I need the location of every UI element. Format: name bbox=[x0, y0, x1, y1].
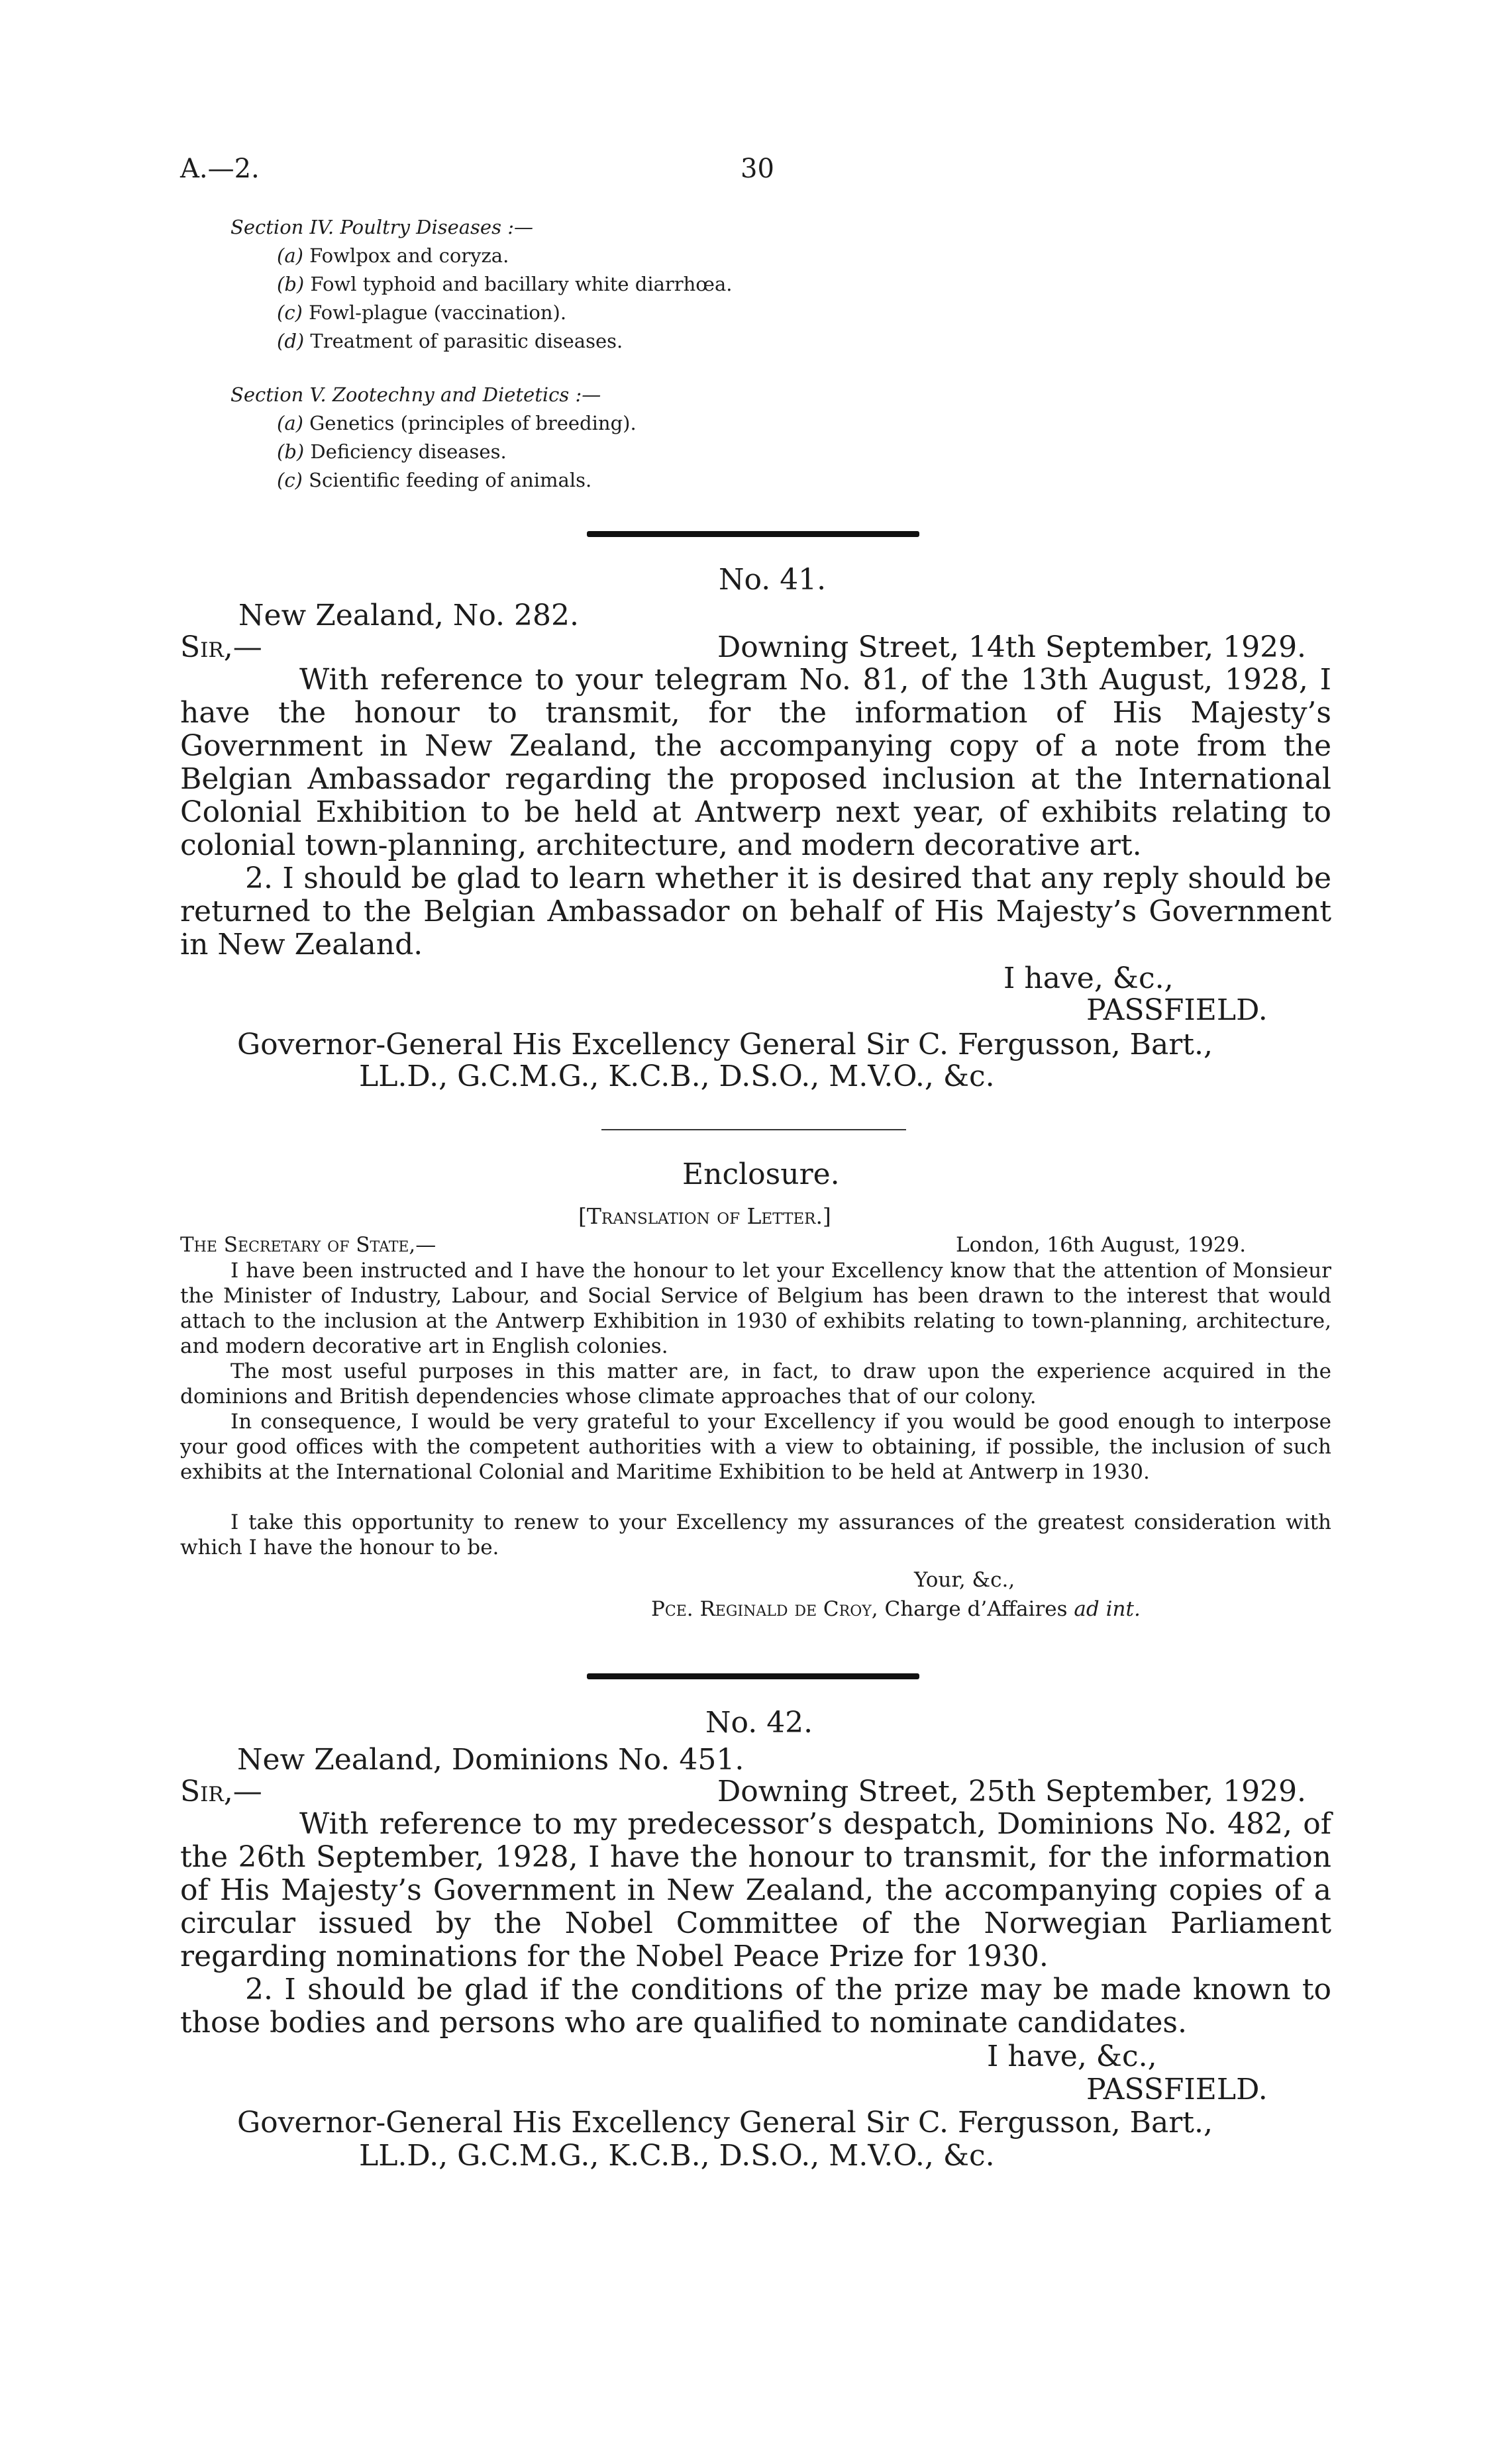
despatch-42-addressee: Governor-General His Excellency General Sir C. Fergusson, Bart., bbox=[237, 2106, 1213, 2140]
list-item bbox=[277, 327, 732, 356]
list-item-marker: (b) bbox=[277, 273, 305, 295]
enclosure-paragraph-1: I have been instructed and I have the honour to let your Excellency know that the attention of Monsieur the Minister of Industry, Labour, and Social Service of Belgium has been drawn to the interest that would attach to the inclusion at the Antwerp Exhibition in 1930 of exhibits relating to town-planning, architecture, and modern decorative art in English colonies. bbox=[180, 1259, 1331, 1358]
enclosure-paragraph-2: The most useful purposes in this matter are, in fact, to draw upon the experience acquired in the dominions and British dependencies whose climate approaches that of our colony. bbox=[180, 1359, 1331, 1408]
list-item-text: Treatment of parasitic diseases. bbox=[310, 330, 623, 352]
enclosure-paragraph-4: I take this opportunity to renew to your Excellency my assurances of the greatest consideration with which I have the honour to be. bbox=[180, 1510, 1331, 1559]
enclosure-signature-title: Charge d’Affaires bbox=[884, 1597, 1068, 1621]
list-item-marker: (a) bbox=[277, 412, 303, 434]
enclosure-heading: Enclosure. bbox=[682, 1158, 840, 1191]
section-v-title: Section V. Zootechny and Dietetics :— bbox=[231, 383, 601, 406]
despatch-42-place-date: Downing Street, 25th September, 1929. bbox=[717, 1775, 1307, 1808]
despatch-42-paragraph-1: With reference to my predecessor’s despatch, Dominions No. 482, of the 26th September, 1928, I have the honour to transmit, for the information of His Majesty’s Government in New Zealand, the accompanying copies of a circular issued by the Nobel Committee of the Norwegian Parliament regarding nominations for the Nobel Peace Prize for 1930. bbox=[180, 1807, 1331, 1973]
despatch-41-paragraph-1: With reference to your telegram No. 81, of the 13th August, 1928, I have the honour to transmit, for the information of His Majesty’s Government in New Zealand, the accompanying copy of a note from the Belgian Ambassador regarding the proposed inclusion at the International Colonial Exhibition to be held at Antwerp next year, of exhibits relating to colonial town-planning, architecture, and modern decorative art. bbox=[180, 663, 1331, 862]
document-reference: A.—2. bbox=[180, 154, 260, 184]
despatch-42-heading: No. 42. bbox=[705, 1706, 813, 1740]
list-item bbox=[277, 409, 637, 438]
despatch-41-addressee-honours: LL.D., G.C.M.G., K.C.B., D.S.O., M.V.O., &c. bbox=[359, 1060, 995, 1093]
despatch-41-salutation: Sir,— bbox=[180, 630, 262, 664]
page-number: 30 bbox=[741, 154, 774, 184]
despatch-41-addressee: Governor-General His Excellency General Sir C. Fergusson, Bart., bbox=[237, 1028, 1213, 1061]
despatch-42-closing: I have, &c., bbox=[987, 2040, 1157, 2073]
enclosure-paragraph-3: In consequence, I would be very grateful to your Excellency if you would be good enough to interpose your good offices with the competent authorities with a view to obtaining, if possible, the inclusion of such exhibits at the International Colonial and Maritime Exhibition to be held at Antwerp in 1930. bbox=[180, 1410, 1331, 1484]
despatch-42-reference: New Zealand, Dominions No. 451. bbox=[237, 1743, 744, 1777]
list-item-marker: (b) bbox=[277, 440, 305, 463]
despatch-42-salutation: Sir,— bbox=[180, 1775, 262, 1808]
despatch-42-paragraph-2: 2. I should be glad if the conditions of the prize may be made known to those bodies and persons who are qualified to nominate candidates. bbox=[180, 1973, 1331, 2040]
section-iv-list bbox=[277, 242, 732, 356]
list-item-text: Fowl typhoid and bacillary white diarrhœa. bbox=[310, 273, 733, 295]
list-item-text: Fowlpox and coryza. bbox=[309, 244, 509, 267]
section-divider bbox=[587, 531, 919, 537]
despatch-41-place-date: Downing Street, 14th September, 1929. bbox=[717, 630, 1307, 664]
list-item-marker: (c) bbox=[277, 469, 303, 491]
list-item-marker: (d) bbox=[277, 330, 305, 352]
list-item-marker: (c) bbox=[277, 301, 303, 324]
list-item bbox=[277, 466, 637, 495]
despatch-41-heading: No. 41. bbox=[719, 563, 827, 597]
despatch-41-signature: PASSFIELD. bbox=[1086, 993, 1268, 1027]
enclosure-divider bbox=[601, 1129, 906, 1130]
list-item bbox=[277, 242, 732, 270]
enclosure-signature-line bbox=[651, 1597, 1141, 1621]
enclosure-subheading: [Translation of Letter.] bbox=[578, 1203, 831, 1229]
list-item-text: Deficiency diseases. bbox=[310, 440, 507, 463]
enclosure-signature: Pce. Reginald de Croy, bbox=[651, 1597, 878, 1621]
enclosure-closing: Your, &c., bbox=[914, 1568, 1015, 1592]
list-item bbox=[277, 270, 732, 299]
list-item bbox=[277, 299, 732, 327]
enclosure-signature-suffix: ad int. bbox=[1074, 1597, 1141, 1621]
list-item-text: Fowl-plague (vaccination). bbox=[309, 301, 567, 324]
despatch-41-paragraph-2: 2. I should be glad to learn whether it is desired that any reply should be returned to the Belgian Ambassador on behalf of His Majesty’s Government in New Zealand. bbox=[180, 862, 1331, 961]
section-iv-title: Section IV. Poultry Diseases :— bbox=[231, 216, 533, 238]
despatch-42-signature: PASSFIELD. bbox=[1086, 2073, 1268, 2106]
list-item-text: Genetics (principles of breeding). bbox=[309, 412, 637, 434]
despatch-42-addressee-honours: LL.D., G.C.M.G., K.C.B., D.S.O., M.V.O., &c. bbox=[359, 2139, 995, 2173]
list-item bbox=[277, 438, 637, 466]
list-item-text: Scientific feeding of animals. bbox=[309, 469, 592, 491]
section-v-list bbox=[277, 409, 637, 495]
list-item-marker: (a) bbox=[277, 244, 303, 267]
despatch-41-reference: New Zealand, No. 282. bbox=[238, 599, 579, 632]
enclosure-place-date: London, 16th August, 1929. bbox=[956, 1233, 1247, 1257]
despatch-41-closing: I have, &c., bbox=[1003, 961, 1174, 995]
section-divider bbox=[587, 1673, 919, 1679]
enclosure-salutation: The Secretary of State,— bbox=[180, 1233, 436, 1257]
